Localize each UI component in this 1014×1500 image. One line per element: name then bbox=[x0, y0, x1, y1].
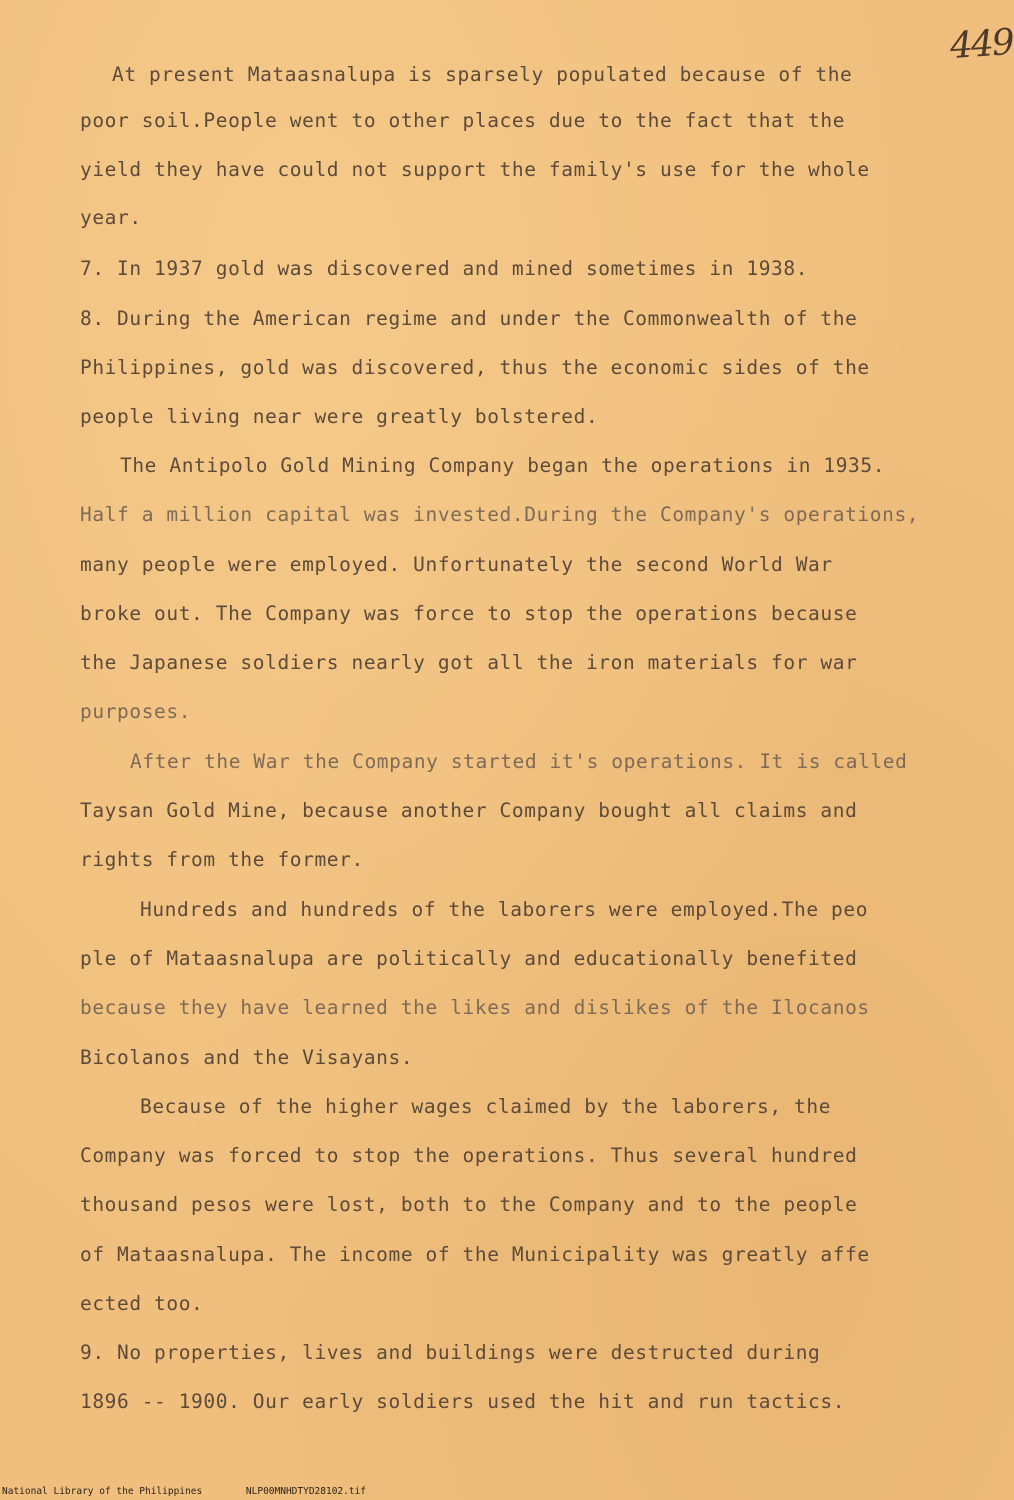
text-line: 9. No properties, lives and buildings were destructed during bbox=[80, 1341, 821, 1364]
text-line: poor soil.People went to other places due to the fact that the bbox=[80, 109, 846, 132]
text-line: of Mataasnalupa. The income of the Municipality was greatly affe bbox=[80, 1243, 870, 1266]
text-line: 7. In 1937 gold was discovered and mined sometimes in 1938. bbox=[80, 257, 809, 280]
text-line: broke out. The Company was force to stop the operations because bbox=[80, 602, 858, 625]
footer-library: National Library of the Philippines bbox=[2, 1486, 203, 1497]
footer-filename: NLP00MNHDTYD28102.tif bbox=[245, 1486, 367, 1497]
text-line: Company was forced to stop the operations. Thus several hundred bbox=[80, 1144, 858, 1167]
text-line: 8. During the American regime and under the Commonwealth of the bbox=[80, 307, 858, 330]
text-line: Hundreds and hundreds of the laborers were employed.The peo bbox=[140, 898, 869, 921]
text-line: the Japanese soldiers nearly got all the iron materials for war bbox=[80, 651, 858, 674]
text-line: ple of Mataasnalupa are politically and educationally benefited bbox=[80, 947, 858, 970]
text-line: purposes. bbox=[80, 700, 192, 723]
text-line: yield they have could not support the family's use for the whole bbox=[80, 158, 870, 181]
text-line: because they have learned the likes and dislikes of the Ilocanos bbox=[80, 996, 870, 1019]
text-line: many people were employed. Unfortunately the second World War bbox=[80, 553, 833, 576]
text-line: The Antipolo Gold Mining Company began the operations in 1935. bbox=[120, 454, 886, 477]
text-line: people living near were greatly bolstered. bbox=[80, 405, 599, 428]
scan-footer bbox=[2, 1486, 404, 1497]
text-line: rights from the former. bbox=[80, 848, 364, 871]
text-line: Half a million capital was invested.During the Company's operations, bbox=[80, 503, 920, 526]
text-line: 1896 -- 1900. Our early soldiers used the hit and run tactics. bbox=[80, 1390, 846, 1413]
text-line: thousand pesos were lost, both to the Company and to the people bbox=[80, 1193, 858, 1216]
text-line: At present Mataasnalupa is sparsely populated because of the bbox=[112, 63, 853, 86]
text-line: Because of the higher wages claimed by the laborers, the bbox=[140, 1095, 832, 1118]
page-number: 449 bbox=[948, 21, 1014, 68]
text-line: Taysan Gold Mine, because another Company bought all claims and bbox=[80, 799, 858, 822]
text-line: Philippines, gold was discovered, thus the economic sides of the bbox=[80, 356, 870, 379]
text-line: ected too. bbox=[80, 1292, 204, 1315]
text-line: Bicolanos and the Visayans. bbox=[80, 1046, 414, 1069]
text-line: year. bbox=[80, 206, 142, 229]
text-line: After the War the Company started it's operations. It is called bbox=[130, 750, 908, 773]
